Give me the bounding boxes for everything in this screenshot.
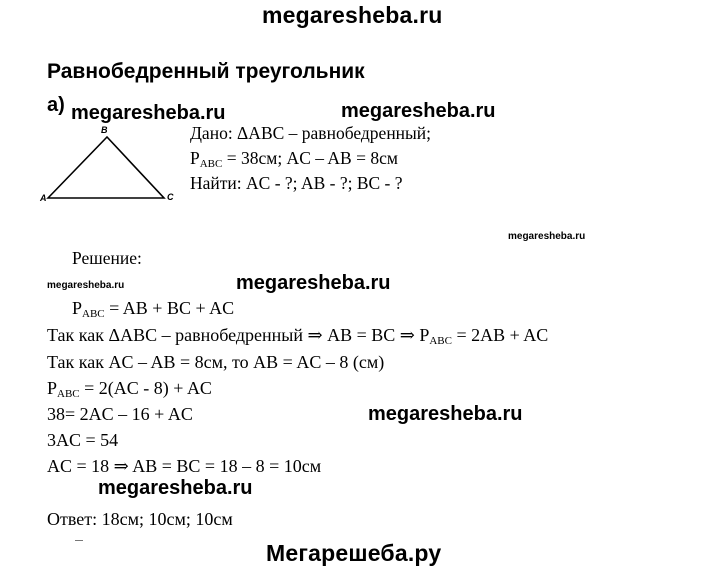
stray-mark xyxy=(75,540,83,541)
watermark-small-right: megaresheba.ru xyxy=(508,231,586,242)
watermark-top: megaresheba.ru xyxy=(262,2,443,28)
watermark-mid-right: megaresheba.ru xyxy=(368,403,523,425)
watermark-mid: megaresheba.ru xyxy=(236,272,391,294)
solution-line-3: Так как AC – AB = 8см, то AB = AC – 8 (см) xyxy=(47,352,385,372)
part-label: а) xyxy=(47,94,65,116)
solution-line-5: 38= 2AC – 16 + AC xyxy=(47,404,193,424)
solution-line-7: AC = 18 ⇒ AB = BC = 18 – 8 = 10см xyxy=(47,456,322,476)
vertex-label-c: C xyxy=(167,192,174,202)
solution-title: Решение: xyxy=(72,248,142,268)
vertex-label-a: A xyxy=(40,193,47,203)
solution-line-1: $P_{ABC}$ = AB + BC + AC xyxy=(72,298,235,320)
watermark-lower-left: megaresheba.ru xyxy=(98,477,253,499)
vertex-label-b: B xyxy=(101,125,108,135)
solution-line-2: Так как ΔABC – равнобедренный ⇒ AB = BC ⇒ $P_{ABC} = 2AB$ + AC xyxy=(47,325,549,347)
watermark-near-a-right: megaresheba.ru xyxy=(341,100,496,122)
watermark-near-a-left: megaresheba.ru xyxy=(71,102,226,124)
given-line-2: $P_{ABC} = 38см$; AC – AB = 8см xyxy=(190,148,398,170)
answer-line: Ответ: 18см; 10см; 10см xyxy=(47,509,233,529)
triangle-abc xyxy=(48,137,164,198)
triangle-diagram xyxy=(38,122,183,207)
given-line-1: Дано: ΔABC – равнобедренный; xyxy=(190,123,432,143)
page-title: Равнобедренный треугольник xyxy=(47,60,365,83)
solution-line-4: $P_{ABC} = 2(AC - 8)$ + AC xyxy=(47,378,212,400)
solution-line-6: 3AC = 54 xyxy=(47,430,119,450)
watermark-small-left: megaresheba.ru xyxy=(47,280,125,291)
given-line-3: Найти: AC - ?; AB - ?; BC - ? xyxy=(190,173,403,193)
watermark-bottom: Мегарешеба.ру xyxy=(266,540,442,566)
